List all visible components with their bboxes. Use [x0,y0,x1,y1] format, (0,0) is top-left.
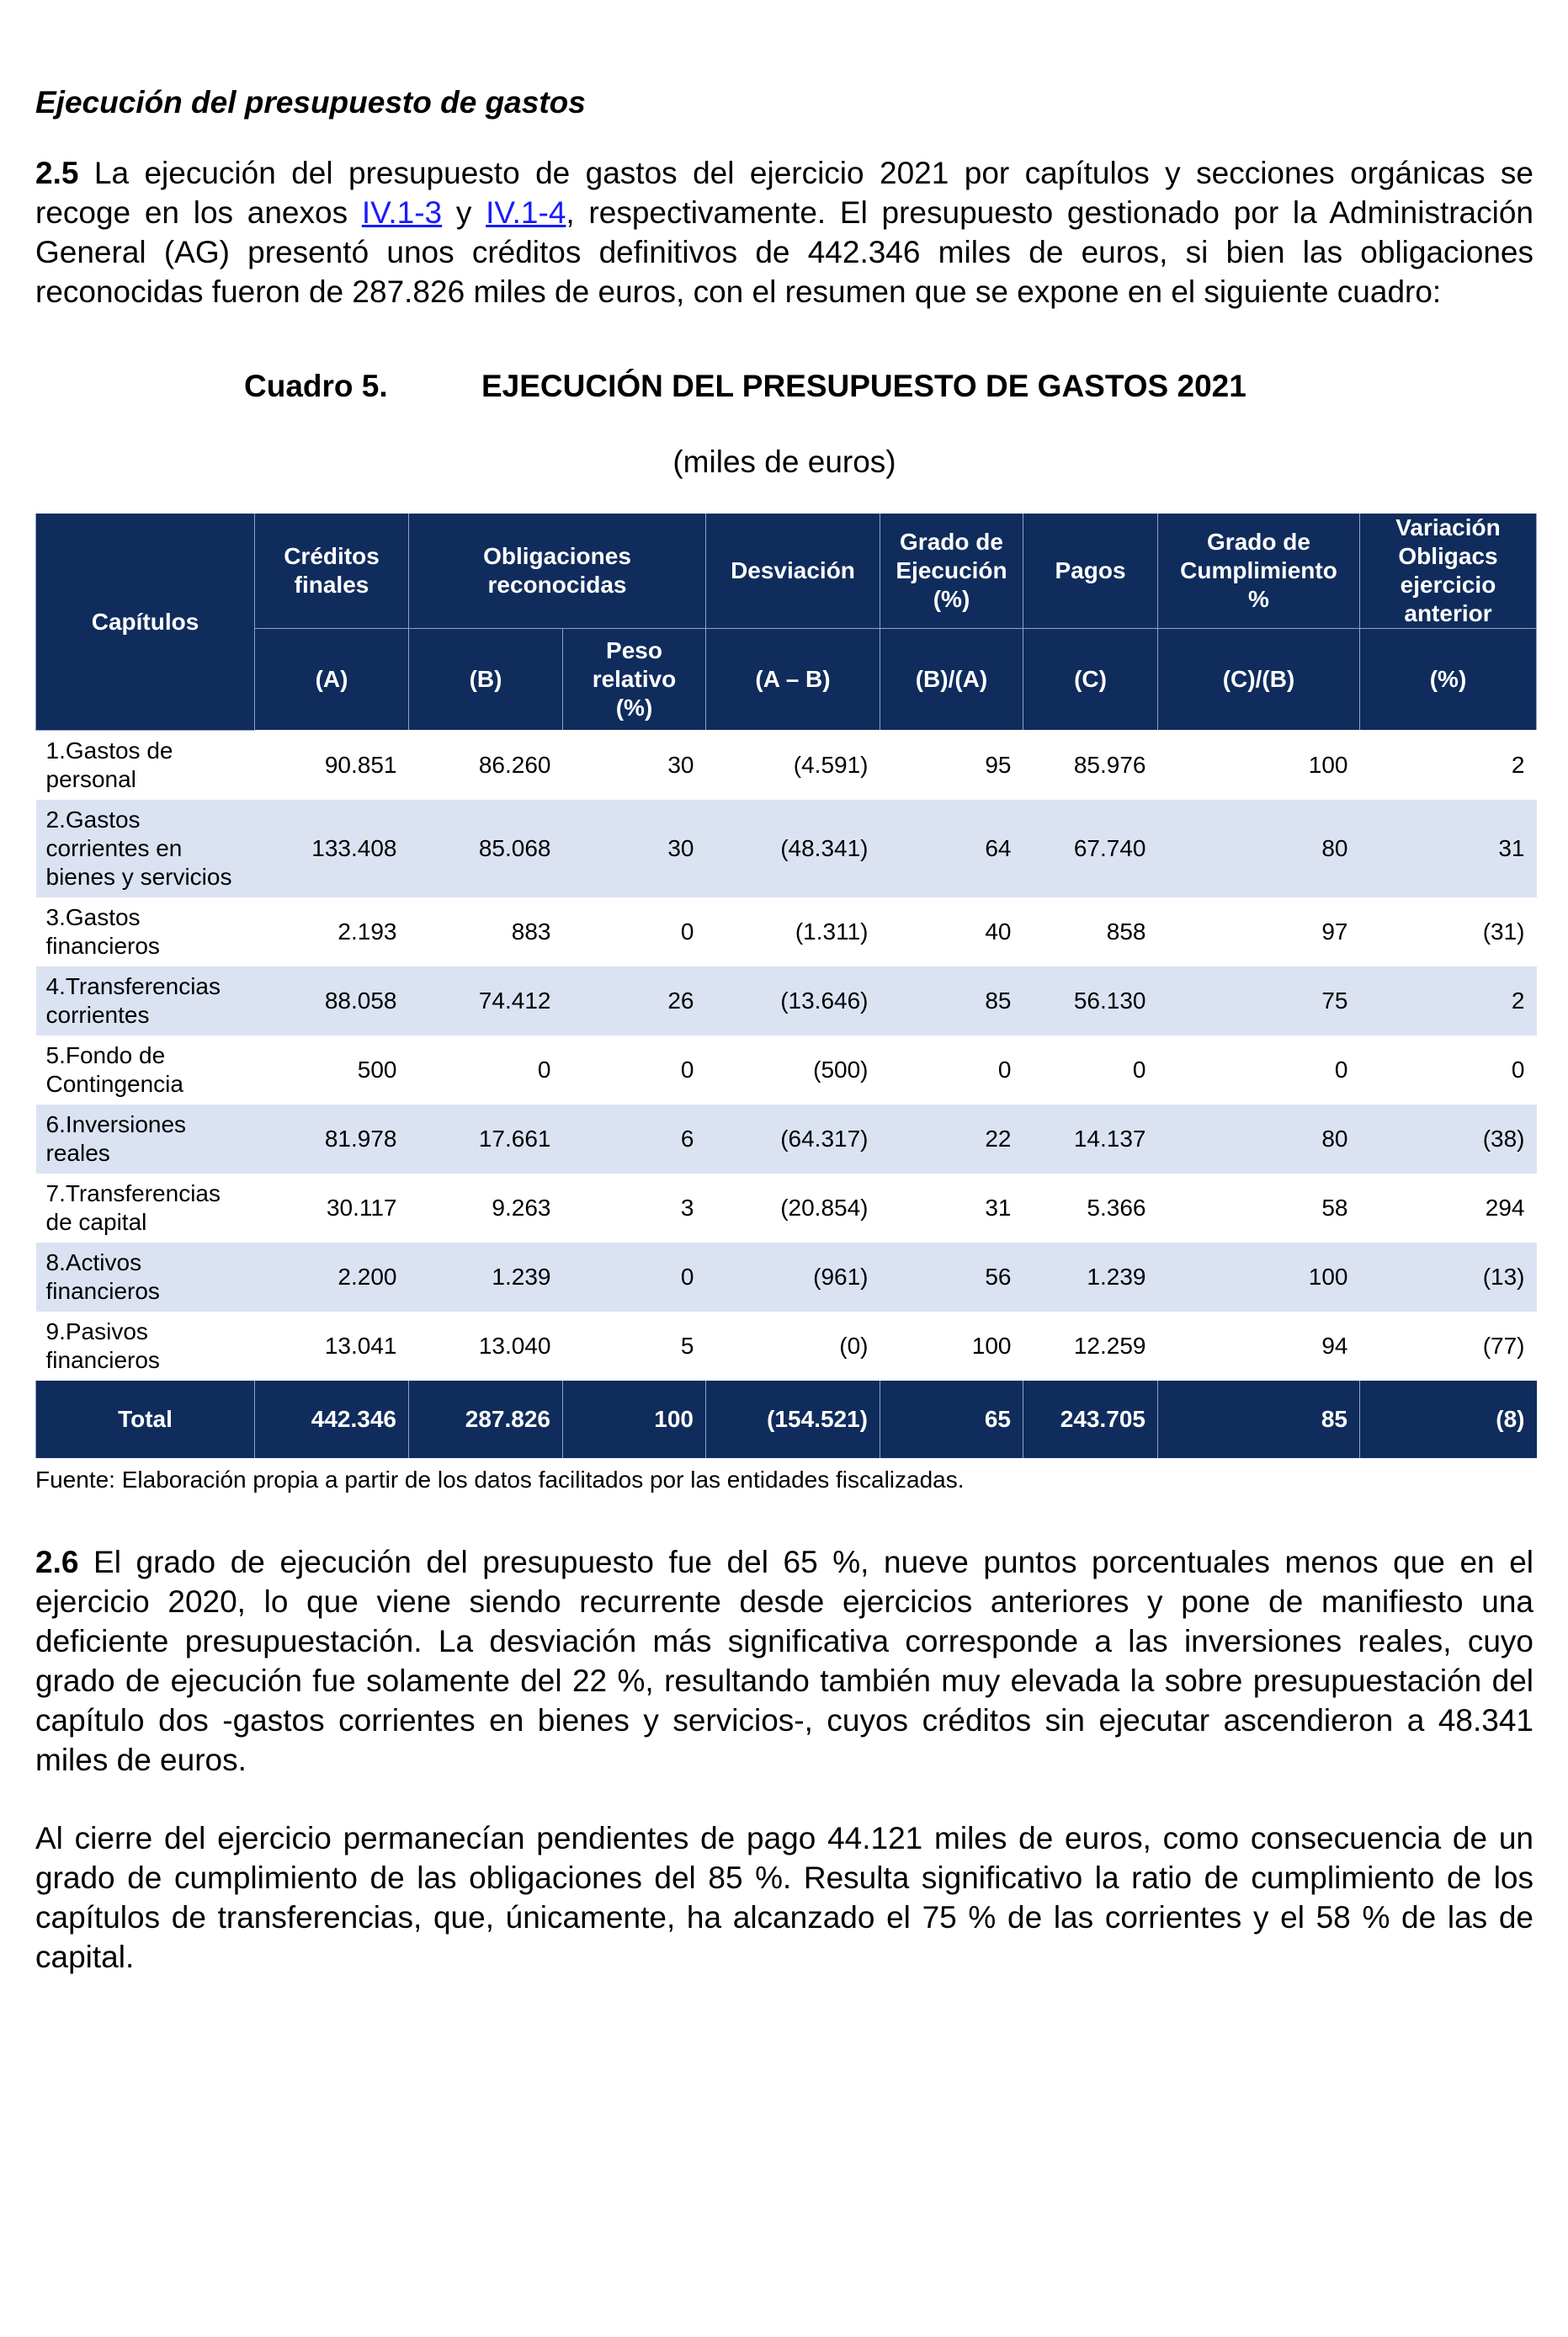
cell-creditos: 90.851 [324,751,397,778]
cell-pagos: 12.259 [1073,1332,1146,1359]
cell-grado-cumplimiento: 100 [1158,1243,1360,1312]
cell-grado-cumplimiento: 75 [1158,966,1360,1035]
cell-pagos: 67.740 [1023,800,1158,897]
row-label: 2.Gastos corrientes en bienes y servicios [36,800,255,897]
row-label: 3.Gastos financieros [45,903,160,959]
total-peso: 100 [563,1381,706,1458]
row-label: 5.Fondo de Contingencia [45,1041,183,1097]
cell-grado-cumplimiento: 58 [1321,1194,1348,1221]
caption-title: EJECUCIÓN DEL PRESUPUESTO DE GASTOS 2021 [481,369,1246,404]
cell-creditos: 81.978 [255,1105,409,1174]
cell-peso: 0 [563,1243,706,1312]
cell-pagos: 56.130 [1023,966,1158,1035]
header-c-b: (C)/(B) [1158,629,1360,731]
row-label: 8.Activos financieros [36,1243,255,1312]
cell-peso: 0 [680,1056,694,1083]
cell-variacion: (13) [1360,1243,1537,1312]
paragraph-2-6 [35,1542,1533,1780]
cell-variacion: 31 [1360,800,1537,897]
cell-pagos: 85.976 [1073,751,1146,778]
cell-desviacion: (1.311) [795,918,869,945]
cell-variacion: 2 [1511,751,1525,778]
header-b: (B) [409,629,563,731]
row-label: 4.Transferencias corrientes [36,966,255,1035]
header-c: (C) [1023,629,1158,731]
budget-execution-table [35,514,1537,1458]
header-peso: Peso relativo (%) [563,629,706,731]
table-row [36,1105,1537,1174]
cell-grado-ejecucion: 40 [985,918,1012,945]
cell-grado-cumplimiento: 97 [1321,918,1348,945]
cell-variacion: (77) [1482,1332,1525,1359]
cell-peso: 30 [667,751,694,778]
cell-grado-ejecucion: 100 [971,1332,1012,1359]
total-grado-ejecucion: 65 [880,1381,1023,1458]
cell-peso: 30 [563,800,706,897]
cell-obligaciones: 86.260 [478,751,551,778]
paragraph-text: y [442,195,486,231]
cell-grado-cumplimiento: 94 [1321,1332,1348,1359]
cell-desviacion: (13.646) [706,966,880,1035]
cell-grado-ejecucion: 85 [880,966,1023,1035]
header-a: (A) [255,629,409,731]
section-heading: Ejecución del presupuesto de gastos [35,85,586,120]
paragraph-text: El grado de ejecución del presupuesto fue del 65 %, nueve puntos porcentuales menos que en el ejercicio 2020, lo que viene siendo recurrente desde ejercicios anteriores y pone de manifiesto una deficiente presupuestación. La desviación más significativa corresponde a las inversiones reales, cuyo grado de ejecución fue solamente del 22 %, resultando también muy elevada la sobre presupuestación del capítulo dos -gastos corrientes en bienes y servicios-, cuyos créditos sin ejecutar ascendieron a 48.341 miles de euros. [35,1544,1533,1777]
cell-obligaciones: 13.040 [478,1332,551,1359]
table-row [36,1035,1537,1105]
cell-creditos: 88.058 [255,966,409,1035]
cell-variacion: 294 [1485,1194,1525,1221]
cell-creditos: 2.193 [338,918,397,945]
table-row [36,800,1537,897]
annex-link-iv-1-3[interactable]: IV.1-3 [361,195,443,231]
total-pagos: 243.705 [1023,1381,1158,1458]
header-b-a: (B)/(A) [880,629,1023,731]
paragraph-text: , respectivamente. El presupuesto gestionado por la Administración General (AG) presentó unos créditos definitivos de 442.346 miles de euros, si bien las obligaciones reconocidas fueron de 287.826 miles de euros, con el resumen que se expone en el siguiente cuadro: [35,195,1533,310]
cell-pagos: 5.366 [1087,1194,1146,1221]
caption-number: Cuadro 5. [244,369,388,404]
total-creditos: 442.346 [255,1381,409,1458]
header-creditos: Créditos finales [255,514,409,629]
cell-grado-cumplimiento: 80 [1158,800,1360,897]
cell-creditos: 2.200 [255,1243,409,1312]
cell-grado-ejecucion: 22 [880,1105,1023,1174]
table-row [36,897,1537,966]
cell-grado-ejecucion: 95 [985,751,1012,778]
document-page [35,84,1533,1977]
cell-grado-cumplimiento: 100 [1308,751,1348,778]
cell-obligaciones: 883 [511,918,551,945]
cell-grado-ejecucion: 0 [997,1056,1012,1083]
cell-obligaciones: 17.661 [409,1105,563,1174]
cell-desviacion: (500) [813,1056,869,1083]
annex-link-iv-1-4[interactable]: IV.1-4 [486,195,566,231]
paragraph-number: 2.6 [35,1544,79,1579]
table-row [36,966,1537,1035]
cell-grado-cumplimiento: 80 [1158,1105,1360,1174]
cell-pagos: 858 [1106,918,1146,945]
cell-peso: 6 [563,1105,706,1174]
cell-variacion: 2 [1360,966,1537,1035]
cell-desviacion: (48.341) [706,800,880,897]
header-grado-cumplimiento: Grado de Cumplimiento % [1158,514,1360,629]
cell-obligaciones: 9.263 [492,1194,551,1221]
cell-peso: 26 [563,966,706,1035]
cell-grado-ejecucion: 31 [985,1194,1012,1221]
row-label: 9.Pasivos financieros [45,1318,160,1373]
table-row [36,730,1537,800]
header-pct: (%) [1360,629,1537,731]
table-units: (miles de euros) [672,445,896,480]
cell-grado-ejecucion: 64 [880,800,1023,897]
cell-peso: 5 [680,1332,694,1359]
cell-grado-cumplimiento: 0 [1334,1056,1348,1083]
total-variacion: (8) [1360,1381,1537,1458]
cell-obligaciones: 1.239 [409,1243,563,1312]
cell-creditos: 30.117 [326,1194,397,1221]
total-desviacion: (154.521) [706,1381,880,1458]
paragraph-closing: Al cierre del ejercicio permanecían pendientes de pago 44.121 miles de euros, como consecuencia de un grado de cumplimiento de las obligaciones del 85 %. Resulta significativo la ratio de cumplimiento de los capítulos de transferencias, que, únicamente, ha alcanzado el 75 % de las corrientes y el 58 % de las de capital. [35,1820,1533,1974]
cell-pagos: 1.239 [1023,1243,1158,1312]
cell-grado-ejecucion: 56 [880,1243,1023,1312]
paragraph-number: 2.5 [35,156,79,191]
cell-variacion: 0 [1511,1056,1525,1083]
header-desviacion: Desviación [706,514,880,629]
header-pagos: Pagos [1023,514,1158,629]
cell-desviacion: (4.591) [793,751,869,778]
total-obligaciones: 287.826 [409,1381,563,1458]
table-row [36,1174,1537,1243]
cell-peso: 0 [680,918,694,945]
header-variacion: Variación Obligacs ejercicio anterior [1360,514,1537,629]
row-label: 7.Transferencias de capital [45,1179,221,1235]
cell-pagos: 14.137 [1023,1105,1158,1174]
cell-pagos: 0 [1132,1056,1146,1083]
header-grado-ejecucion: Grado de Ejecución (%) [880,514,1023,629]
total-label: Total [36,1381,255,1458]
cell-desviacion: (0) [839,1332,869,1359]
paragraph-2-5 [35,153,1533,311]
total-grado-cumplimiento: 85 [1158,1381,1360,1458]
paragraph-text: La ejecución del presupuesto de gastos del ejercicio 2021 por capítulos y secciones orgánicas se recoge en los anexos [35,156,1533,231]
header-capitulos: Capítulos [36,514,255,730]
row-label: 1.Gastos de personal [45,737,173,792]
cell-desviacion: (64.317) [706,1105,880,1174]
cell-creditos: 13.041 [324,1332,397,1359]
table-row [36,1243,1537,1312]
cell-creditos: 133.408 [255,800,409,897]
row-label: 6.Inversiones reales [36,1105,255,1174]
cell-obligaciones: 0 [537,1056,551,1083]
header-a-b: (A – B) [706,629,880,731]
table-row [36,1312,1537,1381]
cell-variacion: (38) [1360,1105,1537,1174]
header-obligaciones: Obligaciones reconocidas [409,514,706,629]
total-row [36,1381,1537,1458]
cell-desviacion: (20.854) [780,1194,869,1221]
cell-desviacion: (961) [706,1243,880,1312]
cell-peso: 3 [680,1194,694,1221]
table-source: Fuente: Elaboración propia a partir de los datos facilitados por las entidades fiscalizadas. [35,1466,965,1493]
cell-obligaciones: 85.068 [409,800,563,897]
cell-variacion: (31) [1482,918,1525,945]
table-caption [35,369,1533,419]
cell-creditos: 500 [357,1056,397,1083]
cell-obligaciones: 74.412 [409,966,563,1035]
